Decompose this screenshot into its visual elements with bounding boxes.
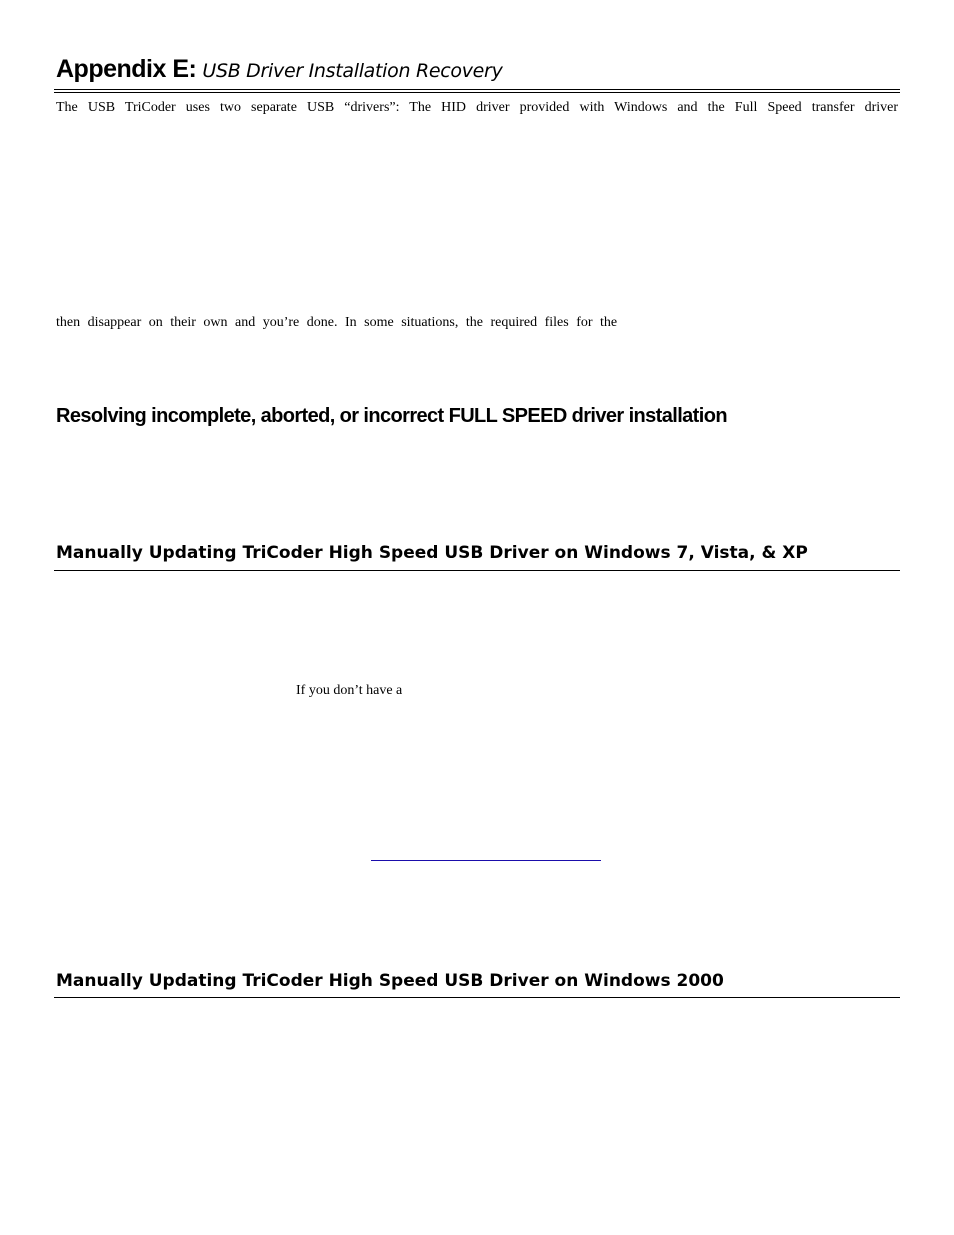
full-speed-heading: Resolving incomplete, aborted, or incorrect FULL SPEED driver installation [56, 405, 727, 427]
appendix-title [56, 57, 503, 82]
paragraph-fragment-2: If you don’t have a [296, 683, 403, 698]
title-double-rule [54, 89, 900, 93]
appendix-subtitle: USB Driver Installation Recovery [202, 60, 503, 82]
intro-paragraph: The USB TriCoder uses two separate USB “drivers”: The HID driver provided with Windows and the Full Speed transfer driver [56, 100, 898, 115]
paragraph-fragment: then disappear on their own and you’re done. In some situations, the required files for the [56, 315, 618, 330]
win7-vista-xp-heading: Manually Updating TriCoder High Speed USB Driver on Windows 7, Vista, & XP [56, 543, 808, 563]
hyperlink-underline[interactable] [371, 860, 601, 861]
win2000-heading: Manually Updating TriCoder High Speed USB Driver on Windows 2000 [56, 971, 724, 991]
section-rule [54, 570, 900, 571]
section-rule-2 [54, 997, 900, 998]
appendix-label: Appendix E: [56, 55, 197, 83]
